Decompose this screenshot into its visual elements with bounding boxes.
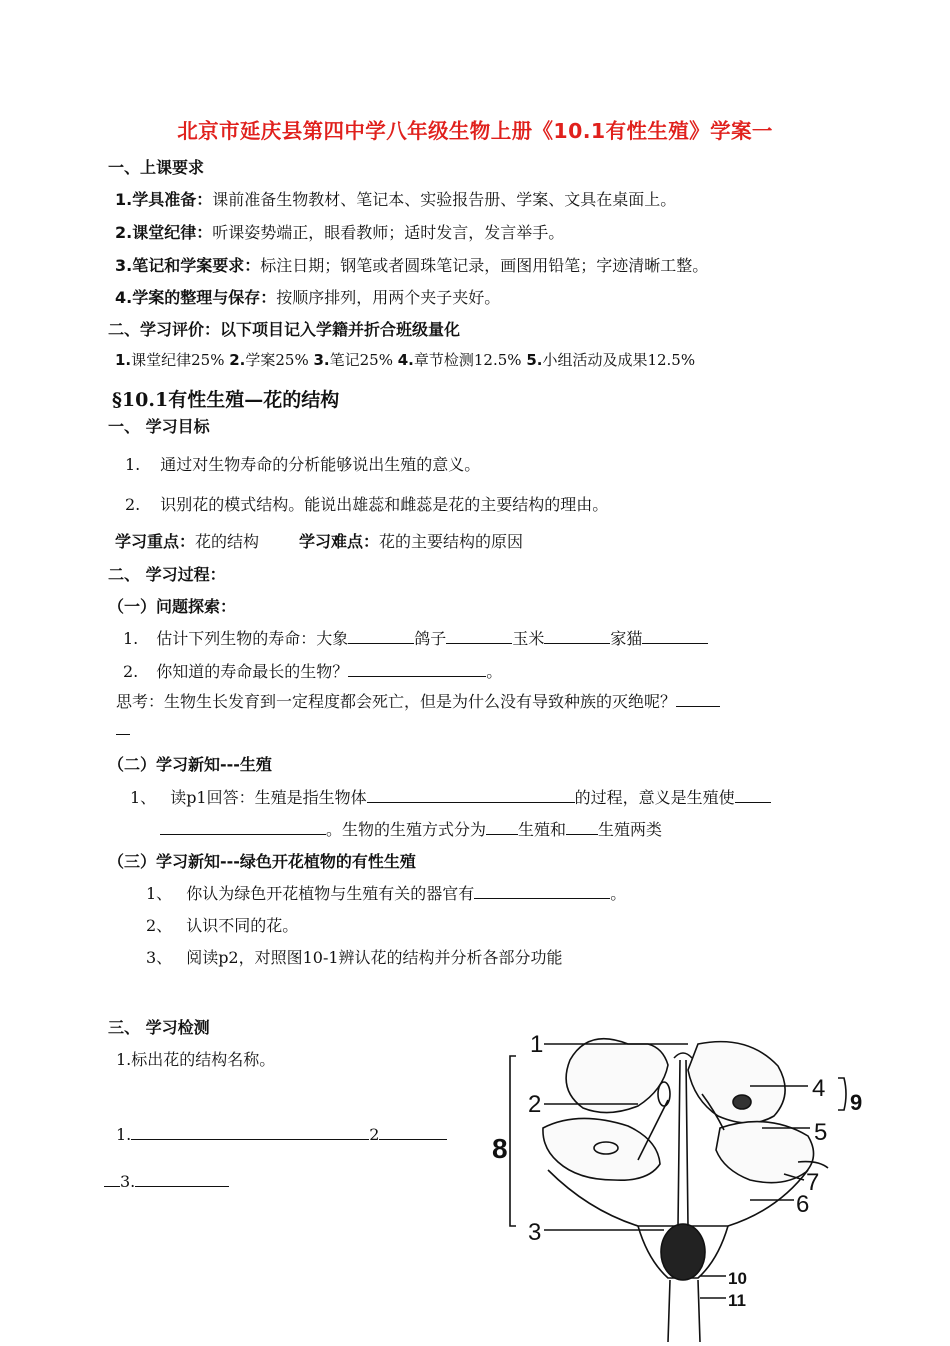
evaluation-items (115, 349, 695, 370)
eval-num: 1. (115, 351, 132, 369)
eval-text: 课堂纪律25% (131, 351, 230, 369)
item-end: 。 (610, 884, 627, 903)
question-number: 1、 (130, 788, 157, 807)
think-question (116, 689, 720, 712)
problem-heading: （一）问题探索： (108, 597, 237, 616)
flower-structure-figure (488, 1030, 878, 1342)
key-text: 花的结构 (195, 532, 260, 551)
reproduction-question-cont (160, 817, 662, 840)
eval-text: 章节检测12.5% (413, 351, 527, 369)
goal-item-2 (125, 492, 608, 515)
section-heading-evaluation: 二、学习评价：以下项目记入学籍并折合班级量化 (108, 320, 461, 339)
test-item-1: 1.标出花的结构名称。 (116, 1050, 276, 1069)
figure-label-9: 9 (850, 1090, 863, 1115)
answer-blank[interactable] (474, 884, 610, 899)
reproduction-question (130, 785, 771, 808)
flowering-item-2 (146, 913, 298, 936)
answer-blank[interactable] (486, 820, 518, 835)
answer-number: 2 (369, 1125, 380, 1144)
question-text: 的过程，意义是生殖使 (574, 788, 735, 807)
question-text: 生殖和 (518, 820, 567, 839)
figure-label-6: 6 (796, 1191, 810, 1218)
difficulty-text: 花的主要结构的原因 (379, 532, 524, 551)
requirement-label: 4.学案的整理与保存： (115, 288, 277, 307)
eval-text: 小组活动及成果12.5% (542, 351, 696, 369)
key-label: 学习重点： (115, 532, 196, 551)
answer-blank[interactable] (676, 692, 720, 707)
goal-text: 通过对生物寿命的分析能够说出生殖的意义。 (160, 455, 481, 474)
goal-item-1 (125, 452, 480, 475)
think-text: 思考：生物生长发育到一定程度都会死亡，但是为什么没有导致种族的灭绝呢？ (116, 692, 677, 711)
answer-blank[interactable] (735, 788, 771, 803)
requirement-label: 3.笔记和学案要求： (115, 256, 261, 275)
figure-label-7: 7 (806, 1169, 820, 1196)
item-text: 认识不同的花。 (186, 916, 299, 935)
answer-blank[interactable] (379, 1125, 447, 1140)
answer-blank[interactable] (131, 1125, 369, 1140)
answer-blank[interactable] (160, 820, 326, 835)
figure-label-11: 11 (728, 1291, 746, 1310)
answer-blank[interactable] (135, 1172, 229, 1187)
question-number: 2. (123, 662, 139, 681)
reproduction-heading: （二）学习新知---生殖 (108, 755, 272, 774)
section-heading-requirements: 一、上课要求 (108, 158, 205, 177)
answer-blank[interactable] (348, 662, 486, 677)
answer-blank[interactable] (367, 788, 575, 803)
answer-blank[interactable] (642, 629, 708, 644)
answer-line-2 (104, 1172, 229, 1191)
figure-label-2: 2 (528, 1091, 542, 1118)
flower-diagram (488, 1030, 878, 1342)
question-end: 。 (486, 662, 503, 681)
question-option-corn: 玉米 (512, 629, 545, 648)
eval-text: 笔记25% (329, 351, 398, 369)
item-text: 阅读p2，对照图10-1辨认花的结构并分析各部分功能 (186, 948, 563, 967)
question-number: 1. (123, 629, 139, 648)
flowering-item-1 (146, 881, 626, 904)
question-text: 。生物的生殖方式分为 (326, 820, 487, 839)
figure-label-5: 5 (814, 1119, 828, 1146)
figure-label-3: 3 (528, 1219, 542, 1246)
answer-line-1 (116, 1125, 447, 1144)
answer-blank[interactable] (348, 629, 414, 644)
question-text: 生殖两类 (598, 820, 663, 839)
item-number: 2、 (146, 916, 173, 935)
item-number: 1、 (146, 884, 173, 903)
page-title: 北京市延庆县第四中学八年级生物上册《10.1有性生殖》学案一 (177, 119, 773, 143)
answer-blank[interactable] (544, 629, 610, 644)
goal-text: 识别花的模式结构。能说出雄蕊和雌蕊是花的主要结构的理由。 (160, 495, 609, 514)
test-heading: 三、 学习检测 (108, 1018, 210, 1037)
key-points (115, 529, 523, 552)
flowering-item-3 (146, 945, 563, 968)
eval-text: 学案25% (245, 351, 314, 369)
flowering-heading: （三）学习新知---绿色开花植物的有性生殖 (108, 852, 416, 871)
question-2 (123, 659, 502, 682)
goal-number: 1. (125, 455, 141, 474)
requirement-label: 2.课堂纪律： (115, 223, 213, 242)
requirement-text: 标注日期；钢笔或者圆珠笔记录，画图用铅笔；字迹清晰工整。 (260, 256, 709, 275)
lesson-title: §10.1有性生殖—花的结构 (112, 389, 340, 411)
question-text: 你知道的寿命最长的生物？ (156, 662, 349, 681)
answer-blank[interactable] (104, 1172, 120, 1187)
eval-num: 2. (229, 351, 246, 369)
question-option-pigeon: 鸽子 (414, 629, 447, 648)
question-1 (123, 626, 708, 649)
requirement-text: 按顺序排列，用两个夹子夹好。 (276, 288, 501, 307)
answer-number: 1. (116, 1125, 132, 1144)
requirement-text: 听课姿势端正，眼看教师；适时发言，发言举手。 (212, 223, 565, 242)
item-number: 3、 (146, 948, 173, 967)
question-option-cat: 家猫 (610, 629, 643, 648)
answer-blank[interactable] (566, 820, 598, 835)
figure-label-10: 10 (728, 1269, 747, 1288)
item-text: 你认为绿色开花植物与生殖有关的器官有 (186, 884, 475, 903)
think-continuation (116, 720, 130, 739)
eval-num: 4. (397, 351, 414, 369)
requirement-label: 1.学具准备： (115, 190, 213, 209)
figure-label-8: 8 (492, 1133, 508, 1164)
requirement-item-3 (115, 253, 708, 276)
eval-num: 5. (526, 351, 543, 369)
answer-blank[interactable] (446, 629, 512, 644)
question-text: 读p1回答：生殖是指生物体 (170, 788, 367, 807)
answer-number: 3. (120, 1172, 136, 1191)
goal-number: 2. (125, 495, 141, 514)
goals-heading: 一、 学习目标 (108, 417, 210, 436)
requirement-item-2 (115, 220, 564, 243)
requirement-item-4 (115, 285, 500, 308)
answer-blank[interactable] (116, 720, 130, 735)
eval-num: 3. (313, 351, 330, 369)
requirement-text: 课前准备生物教材、笔记本、实验报告册、学案、文具在桌面上。 (212, 190, 677, 209)
question-option-elephant: 大象 (316, 629, 349, 648)
process-heading: 二、 学习过程： (108, 565, 226, 584)
difficulty-label: 学习难点： (299, 532, 380, 551)
figure-label-1: 1 (530, 1031, 544, 1058)
figure-label-4: 4 (812, 1075, 826, 1102)
requirement-item-1 (115, 187, 676, 210)
question-prefix: 估计下列生物的寿命： (156, 629, 317, 648)
